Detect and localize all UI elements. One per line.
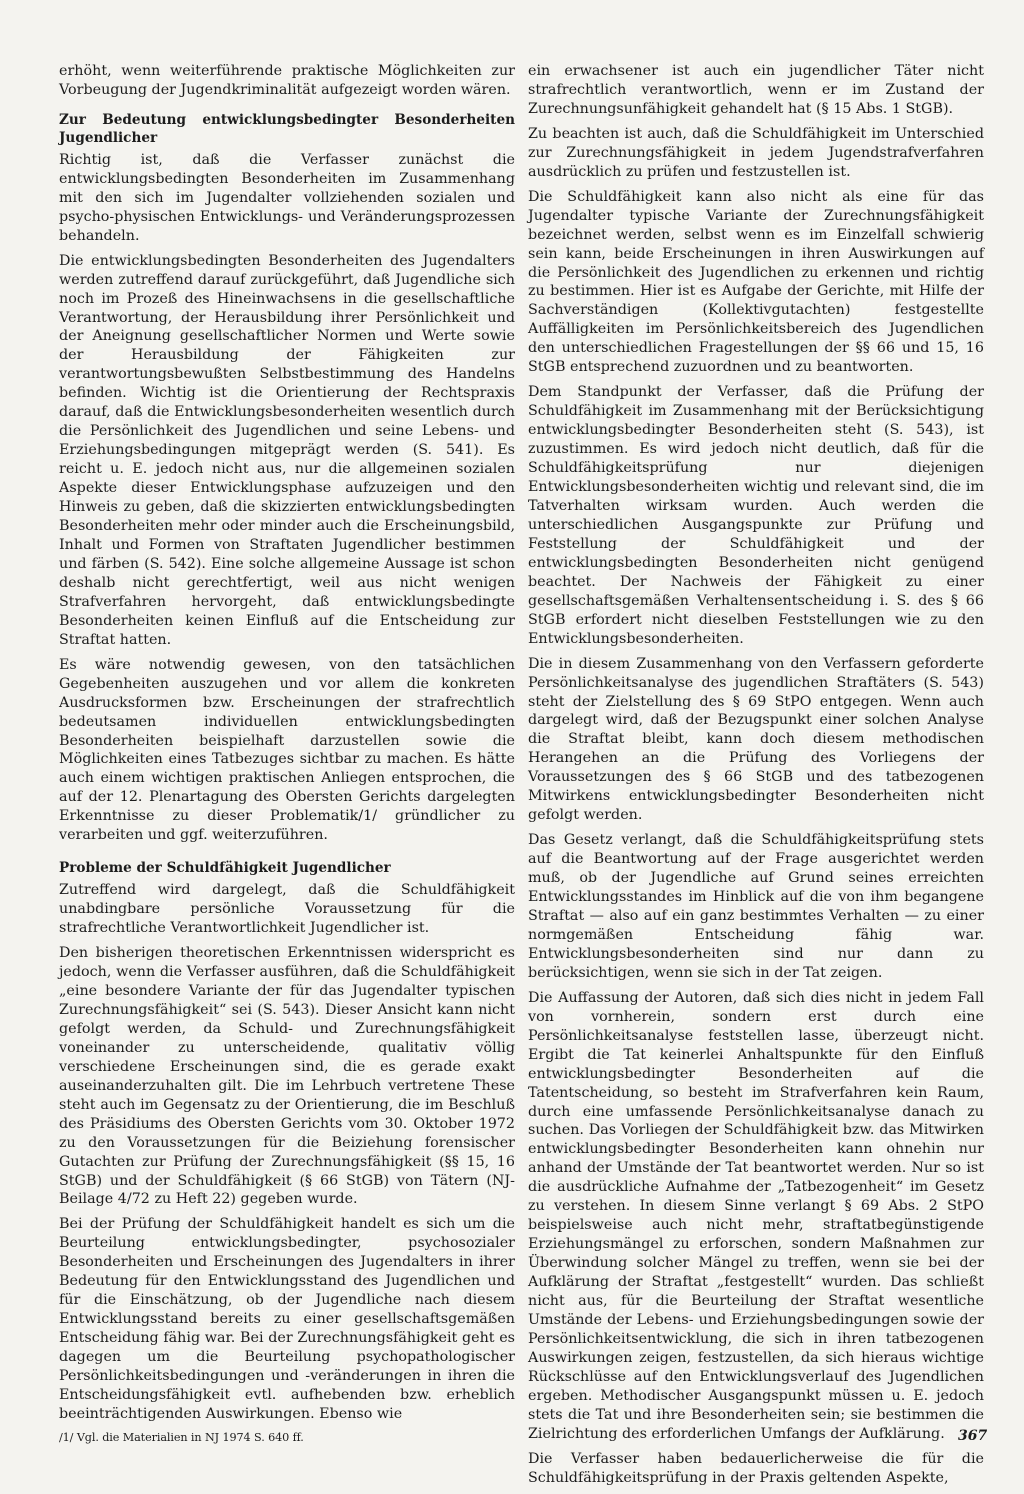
footnote: /1/ Vgl. die Materialien in NJ 1974 S. 640 ff. (59, 1430, 304, 1444)
paragraph: ein erwachsener ist auch ein jugendlicher Täter nicht strafrechtlich verantwortlich, wenn er im Zustand der Zurechnungsunfähigkeit gehandelt hat (§ 15 Abs. 1 StGB). (528, 63, 984, 117)
paragraph: Das Gesetz verlangt, daß die Schuldfähigkeitsprüfung stets auf die Beantwortung auf der Frage ausgerichtet werden muß, ob der Jugendliche auf Grund seines erreichten Entwicklungsstandes im Hinblick auf die von ihm begangene Straftat — also auf ein ganz bestimmtes Verhalten — zu einer normgemäßen Entscheidung fähig war. Entwicklungsbesonderheiten sind nur dann zu berücksichtigen, wenn sie sich in der Tat zeigen. (528, 832, 984, 981)
paragraph: Die Auffassung der Autoren, daß sich dies nicht in jedem Fall von vornherein, sondern erst durch eine Persönlichkeitsanalyse feststellen lasse, überzeugt nicht. Ergibt die Tat keinerlei Anhaltspunkte für den Einfluß entwicklungsbedingter Besonderheiten auf die Tatentscheidung, so besteht im Strafverfahren kein Raum, durch eine umfassende Persönlichkeitsanalyse danach zu suchen. Das Vorliegen der Schuldfähigkeit bzw. das Mitwirken entwicklungsbedingter Besonderheiten kann ohnehin nur anhand der Umstände der Tat beantwortet werden. Nur so ist die ausdrückliche Aufnahme der „Tatbezogenheit“ im Gesetz zu verstehen. In diesem Sinne verlangt § 69 Abs. 2 StPO beispielsweise auch nicht mehr, straftatbegünstigende Erziehungsmängel zu erforschen, sondern Maßnahmen zur Überwindung solcher Mängel zu treffen, wenn sie bei der Aufklärung der Straftat „festgestellt“ wurden. Das schließt nicht aus, für die Beurteilung der Straftat wesentliche Umstände der Lebens- und Erziehungsbedingungen sowie der Persönlichkeitsentwicklung, die sich in ihren tatbezogenen Auswirkungen zeigen, festzustellen, da sich hieraus wichtige Rückschlüsse auf den Entwicklungsverlauf des Jugendlichen ergeben. Methodischer Ausgangspunkt müssen u. E. jedoch stets die Tat und ihre Besonderheiten sein; sie bestimmen die Zielrichtung des erforderlichen Umfangs der Aufklärung. (528, 989, 984, 1442)
paragraph: erhöht, wenn weiterführende praktische Möglichkeiten zur Vorbeugung der Jugendkriminalität aufgezeigt worden wären. (59, 63, 515, 98)
paragraph: Dem Standpunkt der Verfasser, daß die Prüfung der Schuldfähigkeit im Zusammenhang mit der Berücksichtigung entwicklungsbedingter Besonderheiten steht (S. 543), ist zuzustimmen. Es wird jedoch nicht deutlich, daß für die Schuldfähigkeitsprüfung nur diejenigen Entwicklungsbesonderheiten wichtig und relevant sind, die im Tatverhalten wirksam wurden. Auch werden die unterschiedlichen Ausgangspunkte zur Prüfung und Feststellung der Schuldfähigkeit und der entwicklungsbedingten Besonderheiten nicht genügend beachtet. Der Nachweis der Fähigkeit zu einer gesellschaftsgemäßen Verhaltensentscheidung i. S. des § 66 StGB erfordert nicht dieselben Feststellungen wie zu den Entwicklungsbesonderheiten. (528, 384, 984, 647)
section-heading-development: Zur Bedeutung entwicklungsbedingter Besonderheiten Jugendlicher (59, 111, 515, 146)
paragraph: Zu beachten ist auch, daß die Schuldfähigkeit im Unterschied zur Zurechnungsfähigkeit in jedem Jugendstrafverfahren ausdrücklich zu prüfen und festzustellen ist. (528, 125, 984, 180)
paragraph: Den bisherigen theoretischen Erkenntnissen widerspricht es jedoch, wenn die Verfasser ausführen, daß die Schuldfähigkeit „eine besondere Variante der für das Jugendalter typischen Zurechnungsfähigkeit“ sei (S. 543). Dieser Ansicht kann nicht gefolgt werden, da Schuld- und Zurechnungsfähigkeit voneinander zu unterscheidende, qualitativ völlig verschiedene Erscheinungen sind, die es gerade exakt auseinanderzuhalten gilt. Die im Lehrbuch vertretene These steht auch im Gegensatz zu der Orientierung, die im Beschluß des Präsidiums des Obersten Gerichts vom 30. Oktober 1972 zu den Voraussetzungen für die Beiziehung forensischer Gutachten zur Prüfung der Zurechnungsfähigkeit (§§ 15, 16 StGB) und der Schuldfähigkeit (§ 66 StGB) von Tätern (NJ-Beilage 4/72 zu Heft 22) gegeben wurde. (59, 945, 515, 1208)
section-heading-culpability: Probleme der Schuldfähigkeit Jugendlicher (59, 860, 391, 877)
paragraph: Zutreffend wird dargelegt, daß die Schuldfähigkeit unabdingbare persönliche Voraussetzung für die strafrechtliche Verantwortlichkeit Jugendlicher ist. (59, 882, 515, 937)
paragraph: Die Schuldfähigkeit kann also nicht als eine für das Jugendalter typische Variante der Zurechnungsfähigkeit bezeichnet werden, selbst wenn es im Einzelfall schwierig sein kann, beide Erscheinungen in ihren Auswirkungen auf die Persönlichkeit des Jugendlichen zu erkennen und richtig zu bestimmen. Hier ist es Aufgabe der Gerichte, mit Hilfe der Sachverständigen (Kollektivgutachten) festgestellte Auffälligkeiten im Persönlichkeitsbereich des Jugendlichen den unterschiedlichen Fragestellungen der §§ 66 und 15, 16 StGB entsprechend zuzuordnen und zu beantworten. (528, 188, 984, 376)
paragraph: Es wäre notwendig gewesen, von den tatsächlichen Gegebenheiten auszugehen und vor allem die konkreten Ausdrucksformen bzw. Erscheinungen der strafrechtlich bedeutsamen individuellen entwicklungsbedingten Besonderheiten beispielhaft darzustellen sowie die Möglichkeiten eines Tatbezuges sichtbar zu machen. Es hätte auch einem wichtigen praktischen Anliegen entsprochen, die auf der 12. Plenartagung des Obersten Gerichts dargelegten Erkenntnisse zu dieser Problematik/1/ gründlicher zu verarbeiten und ggf. weiterzuführen. (59, 656, 515, 844)
paragraph: Die in diesem Zusammenhang von den Verfassern geforderte Persönlichkeitsanalyse des jugendlichen Straftäters (S. 543) steht der Zielstellung des § 69 StPO entgegen. Wenn auch dargelegt wird, daß der Bezugspunkt einer solchen Analyse die Straftat bleibt, kann doch diesem methodischen Herangehen an die Prüfung des Vorliegens der Voraussetzungen des § 66 StGB und des tatbezogenen Mitwirkens entwicklungsbedingter Besonderheiten nicht gefolgt werden. (528, 655, 984, 824)
paragraph: Die Verfasser haben bedauerlicherweise die für die Schuldfähigkeitsprüfung in der Praxis geltenden Aspekte, (528, 1450, 984, 1486)
paragraph: Die entwicklungsbedingten Besonderheiten des Jugendalters werden zutreffend darauf zurückgeführt, daß Jugendliche sich noch im Prozeß des Hineinwachsens in die gesellschaftliche Verantwortung, der Herausbildung ihrer Persönlichkeit und der Aneignung gesellschaftlicher Normen und Werte sowie der Herausbildung der Fähigkeiten zur verantwortungsbewußten Selbstbestimmung des Handelns befinden. Wichtig ist die Orientierung der Rechtspraxis darauf, daß die Entwicklungsbesonderheiten wesentlich durch die Persönlichkeit des Jugendlichen und seine Lebens- und Erziehungsbedingungen mitgeprägt werden (S. 541). Es reicht u. E. jedoch nicht aus, nur die allgemeinen sozialen Aspekte dieser Entwicklungsphase aufzuzeigen und den Hinweis zu geben, daß die skizzierten entwicklungsbedingten Besonderheiten mehr oder minder auch die Erscheinungsbild, Inhalt und Formen von Straftaten Jugendlicher bestimmen und färben (S. 542). Eine solche allgemeine Aussage ist schon deshalb nicht gerechtfertigt, weil aus nicht wenigen Strafverfahren hervorgeht, daß entwicklungsbedingte Besonderheiten keinen Einfluß auf die Entscheidung zur Straftat hatten. (59, 252, 515, 648)
right-column (528, 62, 984, 1494)
paragraph: Richtig ist, daß die Verfasser zunächst die entwicklungsbedingten Besonderheiten im Zusammenhang mit den sich im Jugendalter vollziehenden sozialen und psycho-physischen Entwicklungs- und Veränderungsprozessen behandeln. (59, 151, 515, 244)
left-column (59, 62, 515, 1451)
page-number: 367 (958, 1428, 988, 1444)
paragraph: Bei der Prüfung der Schuldfähigkeit handelt es sich um die Beurteilung entwicklungsbedingter, psychosozialer Besonderheiten und Erscheinungen des Jugendalters in ihrer Bedeutung für den Entwicklungsstand des Jugendlichen und für die Einschätzung, ob der Jugendliche nach diesem Entwicklungsstand bereits zu einer gesellschaftsgemäßen Entscheidung fähig war. Bei der Zurechnungsfähigkeit geht es dagegen um die Beurteilung psychopathologischer Persönlichkeitsbedingungen und -veränderungen in ihren die Entscheidungsfähigkeit evtl. aufhebenden bzw. erheblich beeinträchtigenden Auswirkungen. Ebenso wie (59, 1216, 515, 1422)
